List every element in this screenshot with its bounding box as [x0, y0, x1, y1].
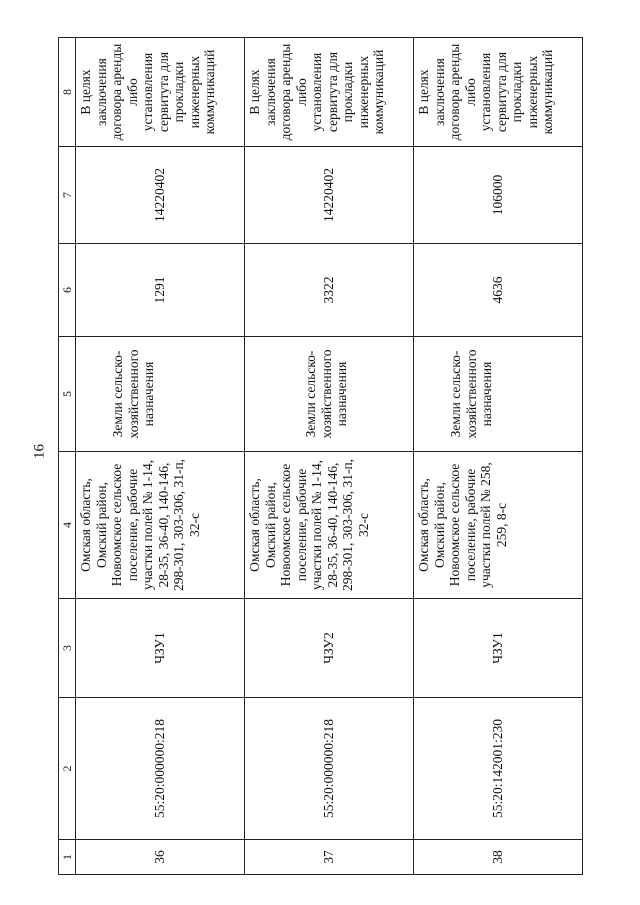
plot-designation: ЧЗУ1: [414, 599, 583, 698]
header-col-4: 4: [59, 452, 76, 599]
row-number: 38: [414, 840, 583, 875]
cadastral-number: 55:20:000000:218: [76, 698, 245, 840]
plot-purpose: В целях заключения договора аренды либо установления сервитута для прокладки инженерных коммуникаций: [245, 38, 414, 147]
header-col-3: 3: [59, 599, 76, 698]
plot-purpose: В целях заключения договора аренды либо установления сервитута для прокладки инженерных коммуникаций: [76, 38, 245, 147]
cadastral-number: 55:20:142001:230: [414, 698, 583, 840]
row-number: 37: [245, 840, 414, 875]
rotated-table-container: [58, 37, 583, 875]
plot-area: 1291: [76, 244, 245, 337]
land-plots-table: [58, 37, 583, 875]
cadastral-cost: 14220402: [76, 147, 245, 244]
page-number: 16: [31, 444, 48, 459]
plot-area: 3322: [245, 244, 414, 337]
cadastral-cost: 14220402: [245, 147, 414, 244]
header-col-8: 8: [59, 38, 76, 147]
cadastral-number: 55:20:000000:218: [245, 698, 414, 840]
table-row: [76, 38, 245, 875]
cadastral-cost: 106000: [414, 147, 583, 244]
plot-designation: ЧЗУ1: [76, 599, 245, 698]
row-number: 36: [76, 840, 245, 875]
table-header-row: [59, 38, 76, 875]
plot-purpose: В целях заключения договора аренды либо установления сервитута для прокладки инженерных коммуникаций: [414, 38, 583, 147]
plot-address: Омская область, Омский район, Новоомское сельское поселение, рабочие участки полей № 1-14, 28-35, 36-40, 140-146, 298-301, 303-306, 31-п, 32-с: [76, 452, 245, 599]
header-col-1: 1: [59, 840, 76, 875]
header-col-5: 5: [59, 337, 76, 452]
plot-address: Омская область, Омский район, Новоомское сельское поселение, рабочие участки полей № 1-14, 28-35, 36-40, 140-146, 298-301, 303-306, 31-п, 32-с: [245, 452, 414, 599]
table-row: [245, 38, 414, 875]
table-row: [414, 38, 583, 875]
land-category: Земли сельско-хозяйственного назначения: [414, 337, 583, 452]
plot-address: Омская область, Омский район, Новоомское сельское поселение, рабочие участки полей № 258, 259, 8-с: [414, 452, 583, 599]
header-col-6: 6: [59, 244, 76, 337]
plot-area: 4636: [414, 244, 583, 337]
land-category: Земли сельско-хозяйственного назначения: [245, 337, 414, 452]
plot-designation: ЧЗУ2: [245, 599, 414, 698]
land-category: Земли сельско-хозяйственного назначения: [76, 337, 245, 452]
header-col-7: 7: [59, 147, 76, 244]
header-col-2: 2: [59, 698, 76, 840]
